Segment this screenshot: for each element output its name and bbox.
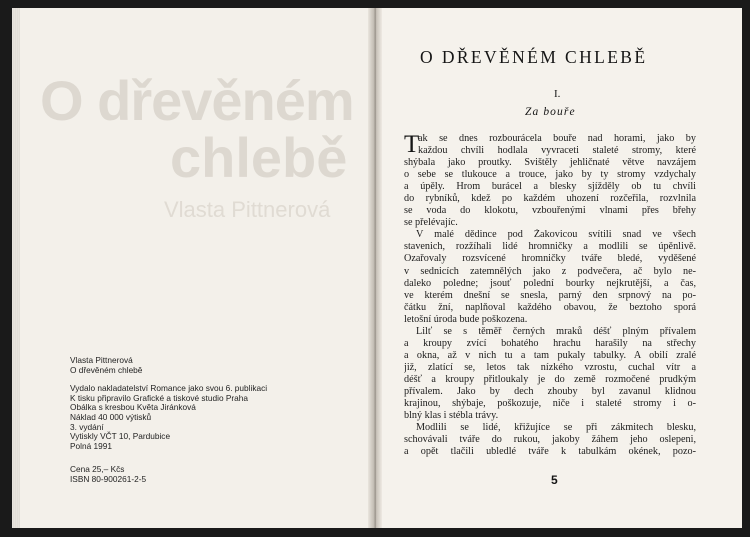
body-line: čátku žní, naplňoval každého obavou, že beztoho sporá — [404, 301, 696, 313]
showthrough-title-line2: chlebě — [170, 126, 348, 189]
body-line: ve kterém dnešní se snesla, parný den srpnový na po- — [404, 289, 696, 301]
imprint-author: Vlasta Pittnerová — [70, 355, 133, 365]
body-line: a úpěly. Hrom burácel a blesky sjížděly ob tu chvíli — [404, 181, 696, 193]
body-line: Lilť se s těměř černých mraků déšť plným přívalem — [416, 325, 696, 337]
body-line: Modlili se lidé, křižujíce se při zákmitech blesku, — [416, 422, 696, 434]
body-line: blný klas i stébla trávy. — [404, 410, 499, 422]
drop-cap: T — [404, 131, 420, 158]
body-line: daleko poledne; jsouť polední bourky nejkrutější, a čas, — [404, 277, 696, 289]
body-line: každou chvíli hodlala vyvraceti staleté stromy, které — [418, 145, 696, 157]
body-line: v sednicích zatemnělých jako z podvečera, ač bylo ne- — [404, 265, 696, 277]
body-line: a kroupy zvící bohatého hrachu harašily na střechy — [404, 337, 696, 349]
body-line: a opět tlačili ubledlé tváře k tabulkám okének, pozo- — [404, 446, 696, 458]
imprint-line: Vydalo nakladatelství Romance jako svou 6. publikaci — [70, 383, 268, 394]
body-line: se voda do klokotu, vzbouřenými vlnami přes břehy — [404, 205, 696, 217]
imprint-line: Náklad 40 000 výtisků — [70, 411, 152, 422]
imprint-line: K tisku připravilo Grafické a tiskové studio Praha — [70, 392, 248, 403]
imprint-block — [70, 356, 350, 485]
imprint-line: Vytiskly VČT 10, Pardubice — [70, 431, 171, 442]
imprint-title: O dřevěném chlebě — [70, 364, 143, 375]
body-line: ak se dnes rozbourácela bouře nad horami, jako by — [418, 133, 696, 144]
section-title: Za bouře — [525, 106, 576, 118]
body-line: letošní úroda bude poškozena. — [404, 313, 528, 325]
body-line: se přelévajíc. — [404, 217, 458, 229]
body-line: Ozařovaly rozsvícené hromničky tváře bledé, vyděšené — [404, 253, 696, 265]
imprint-isbn: ISBN 80-900261-2-5 — [70, 473, 147, 484]
body-line: shýbala jako proutky. Svištěly jehličnaté větve navzájem — [404, 157, 696, 169]
body-line: a okna, až v nich tu a tam pukaly tabulky. A obilí zralé — [404, 349, 696, 361]
showthrough-title-line1: O dřevěném — [40, 69, 354, 132]
body-line: V malé dědince pod Žakovicou svítili snad ve všech — [416, 229, 696, 241]
body-line: přívalem. Jako by dech zhouby byl zavanul klidnou — [404, 385, 696, 397]
book-gutter — [368, 8, 382, 528]
body-line: již, zlatící se, letos tak nízkého vzrostu, cuchal vítr a — [404, 361, 696, 373]
imprint-line: Obálka s kresbou Květa Jiránková — [70, 402, 196, 413]
body-line: do rybníků, kdež po každém uhození rozčeřila, rozvlnila — [404, 193, 696, 205]
body-line: déšť a kroupy přitloukaly je do země rozmočené prudkým — [404, 373, 696, 385]
imprint-line: Polná 1991 — [70, 440, 112, 451]
body-line: krajinou, shýbaje, poškozuje, niče i staleté stromy i o- — [404, 398, 696, 410]
page-number: 5 — [551, 473, 558, 487]
body-line: o sebe se tlukouce a trouce, jako by ty stromy vzdychaly — [404, 169, 696, 181]
body-line: stavenich, rozžíhali lidé hromničky a modlili se úpěnlivě. — [404, 241, 696, 253]
body-text — [404, 133, 696, 458]
imprint-price: Cena 25,– Kčs — [70, 464, 125, 475]
chapter-title: O DŘEVĚNÉM CHLEBĚ — [420, 47, 648, 67]
section-number: I. — [554, 88, 561, 100]
page-edges — [12, 8, 20, 528]
body-line: schovávali tváře do rukou, jakoby žáhem jeho oslepeni, — [404, 434, 696, 446]
showthrough-author: Vlasta Pittnerová — [164, 197, 331, 222]
imprint-line: 3. vydání — [70, 421, 104, 432]
